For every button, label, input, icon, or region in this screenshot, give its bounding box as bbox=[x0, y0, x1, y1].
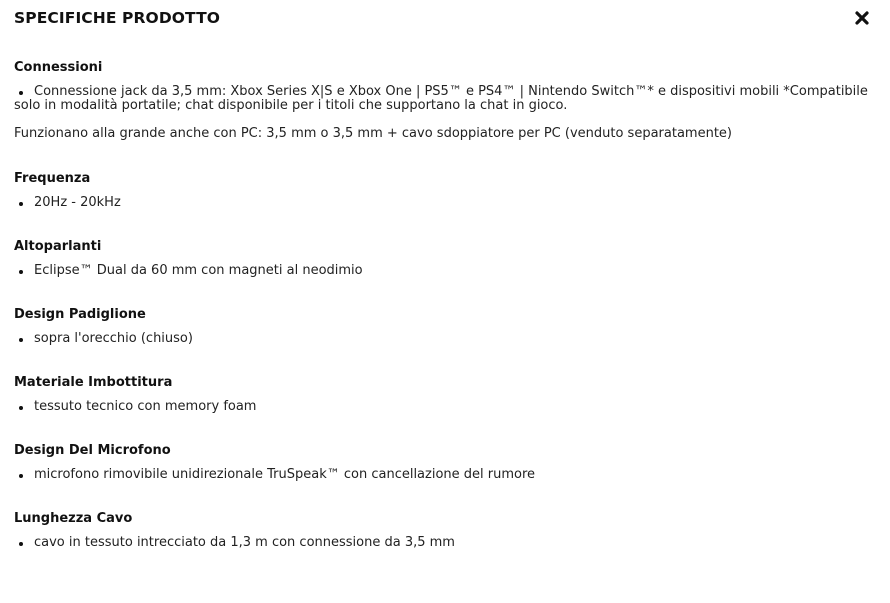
section-title: Altoparlanti bbox=[14, 239, 102, 254]
close-button[interactable] bbox=[855, 9, 873, 27]
list-item-text: Connessione jack da 3,5 mm: Xbox Series X|S e Xbox One | PS5™ e PS4™ | Nintendo Switch™* e dispositivi mobili *Compatibile solo in modalità portatile; chat disponibile per i titoli che supportano la chat in gioco. bbox=[14, 84, 868, 113]
spec-section-connessioni bbox=[14, 59, 876, 142]
section-title: Design Del Microfono bbox=[14, 443, 171, 458]
spec-section-lunghezza-cavo bbox=[14, 510, 876, 550]
spec-section-altoparlanti bbox=[14, 238, 876, 278]
spec-section-materiale-imbottitura bbox=[14, 374, 876, 414]
spec-list bbox=[14, 196, 876, 210]
list-item: Eclipse™ Dual da 60 mm con magneti al neodimio bbox=[34, 264, 876, 278]
section-title: Materiale Imbottitura bbox=[14, 375, 173, 390]
section-title: Design Padiglione bbox=[14, 307, 146, 322]
close-x-icon bbox=[855, 11, 869, 25]
modal-title: SPECIFICHE PRODOTTO bbox=[14, 9, 221, 27]
spec-list bbox=[14, 536, 876, 550]
modal-header bbox=[14, 0, 876, 38]
spec-section-frequenza bbox=[14, 170, 876, 210]
spec-section-design-microfono bbox=[14, 442, 876, 482]
list-item: 20Hz - 20kHz bbox=[34, 196, 876, 210]
spec-sections bbox=[14, 59, 876, 578]
section-title: Lunghezza Cavo bbox=[14, 511, 133, 526]
list-item bbox=[14, 84, 876, 113]
spec-list bbox=[14, 332, 876, 346]
spec-list bbox=[14, 264, 876, 278]
section-title: Connessioni bbox=[14, 60, 103, 75]
section-title: Frequenza bbox=[14, 171, 91, 186]
list-item: tessuto tecnico con memory foam bbox=[34, 400, 876, 414]
list-item: cavo in tessuto intrecciato da 1,3 m con connessione da 3,5 mm bbox=[34, 536, 876, 550]
spec-list bbox=[14, 400, 876, 414]
spec-list bbox=[14, 468, 876, 482]
list-item: sopra l'orecchio (chiuso) bbox=[34, 332, 876, 346]
spec-note: Funzionano alla grande anche con PC: 3,5 mm o 3,5 mm + cavo sdoppiatore per PC (venduto separatamente) bbox=[14, 126, 732, 141]
list-item: microfono rimovibile unidirezionale TruSpeak™ con cancellazione del rumore bbox=[34, 468, 876, 482]
spec-list bbox=[14, 85, 876, 113]
spec-section-design-padiglione bbox=[14, 306, 876, 346]
